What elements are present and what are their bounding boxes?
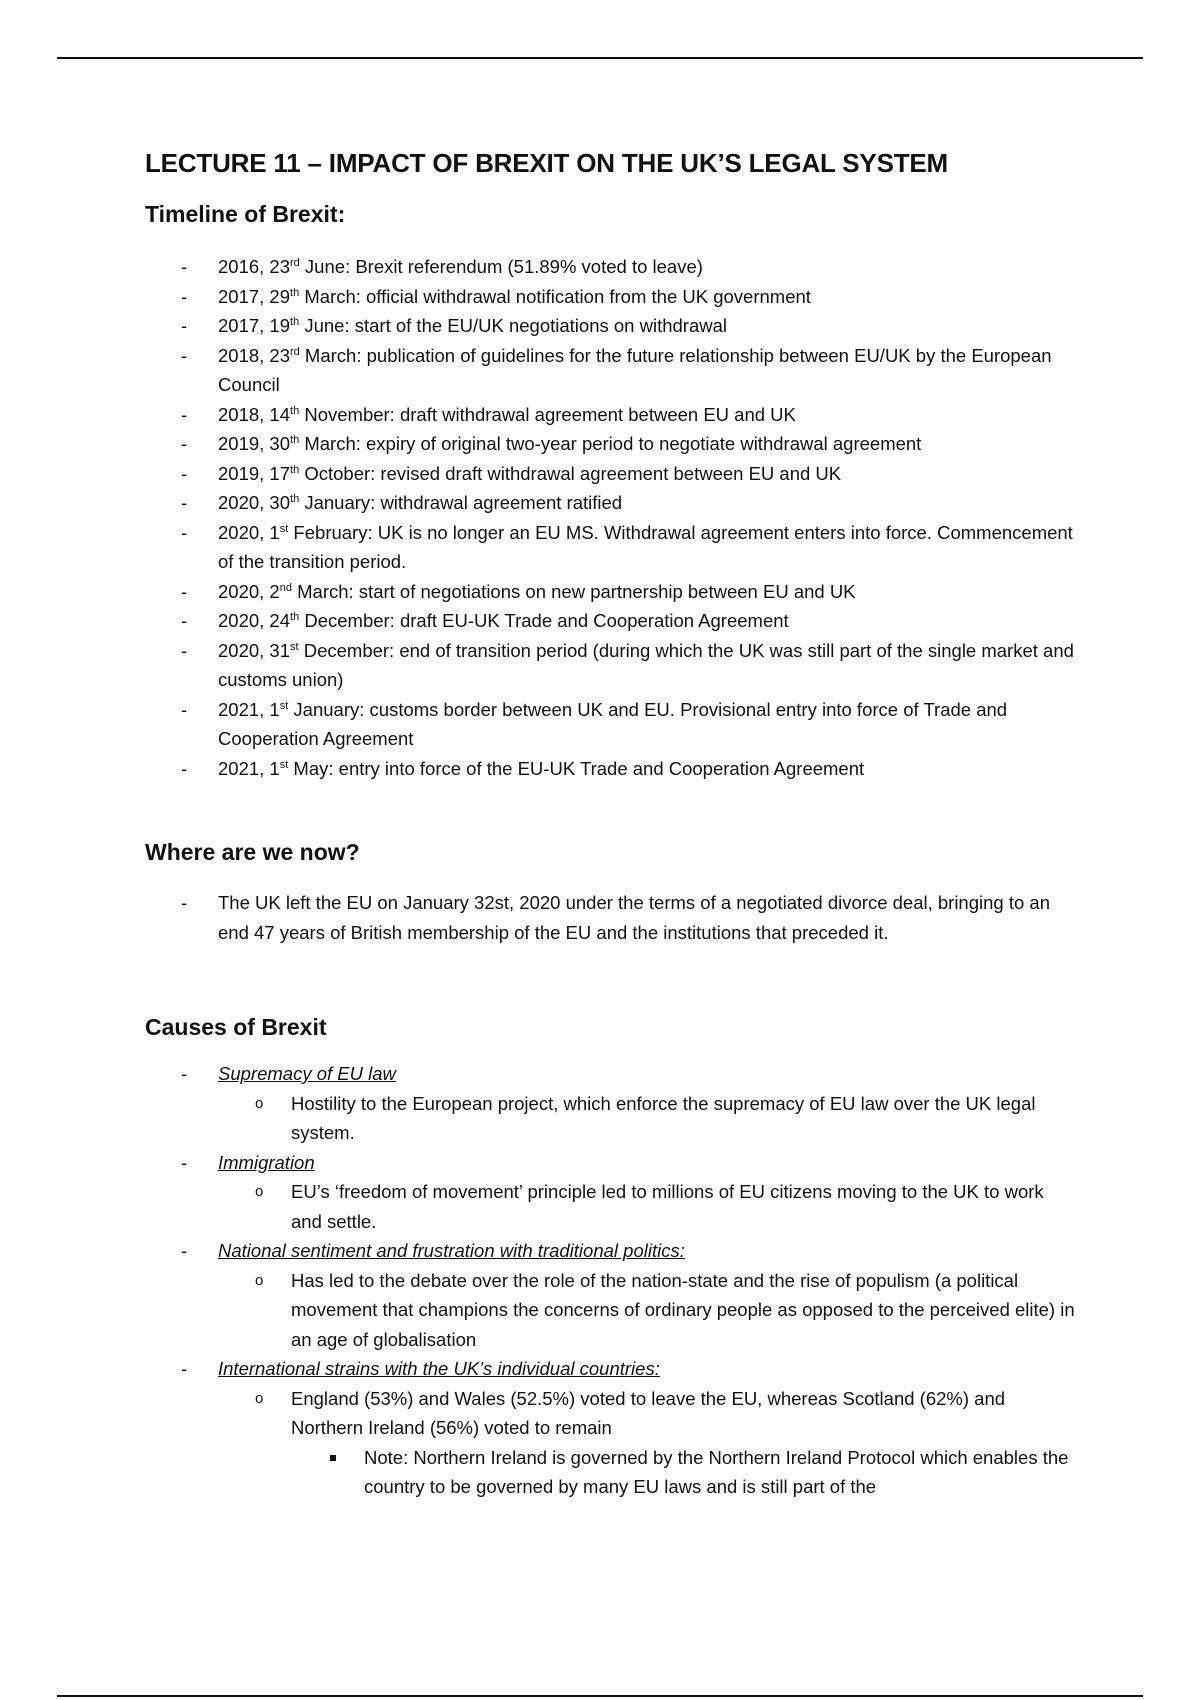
cause-note: Note: Northern Ireland is governed by the Northern Ireland Protocol which enables the country to be governed by many EU laws and is still part of the — [145, 1443, 1075, 1502]
cause-item — [145, 1354, 1075, 1502]
page-title: LECTURE 11 – IMPACT OF BREXIT ON THE UK’S LEGAL SYSTEM — [145, 148, 948, 178]
cause-topic: National sentiment and frustration with traditional politics: — [218, 1240, 685, 1261]
timeline-item: - 2021, 1st May: entry into force of the EU-UK Trade and Cooperation Agreement — [145, 754, 1075, 784]
timeline-item: - 2017, 29th March: official withdrawal notification from the UK government — [145, 282, 1075, 312]
timeline-item: - 2019, 30th March: expiry of original two-year period to negotiate withdrawal agreement — [145, 429, 1075, 459]
causes-list — [145, 1059, 1075, 1502]
cause-points — [218, 1177, 1075, 1236]
cause-points — [218, 1266, 1075, 1355]
cause-subpoints — [291, 1443, 1075, 1502]
cause-point: o Has led to the debate over the role of the nation-state and the rise of populism (a political movement that champions the concerns of ordinary people as opposed to the perceived elite) in an age of globalisation — [145, 1266, 1075, 1355]
cause-item — [145, 1148, 1075, 1237]
timeline-item: - 2020, 30th January: withdrawal agreement ratified — [145, 488, 1075, 518]
timeline-heading: Timeline of Brexit: — [145, 201, 346, 227]
timeline-item: - 2016, 23rd June: Brexit referendum (51.89% voted to leave) — [145, 252, 1075, 282]
timeline-item: - 2017, 19th June: start of the EU/UK negotiations on withdrawal — [145, 311, 1075, 341]
cause-item — [145, 1236, 1075, 1354]
cause-point: o England (53%) and Wales (52.5%) voted to leave the EU, whereas Scotland (62%) and Northern Ireland (56%) voted to remain Note: Northern Ireland is governed by the Northern Ireland Protocol which enables the country to be governed by many EU laws and is still part of the — [145, 1384, 1075, 1502]
timeline-item: - 2018, 14th November: draft withdrawal agreement between EU and UK — [145, 400, 1075, 430]
timeline-section — [145, 201, 1075, 783]
header-rule — [57, 57, 1143, 59]
cause-point: o EU’s ‘freedom of movement’ principle led to millions of EU citizens moving to the UK to work and settle. — [145, 1177, 1075, 1236]
timeline-item: - 2020, 2nd March: start of negotiations on new partnership between EU and UK — [145, 577, 1075, 607]
causes-heading: Causes of Brexit — [145, 1014, 327, 1040]
where-now-section — [145, 839, 1075, 947]
causes-section — [145, 1014, 1075, 1502]
cause-point: o Hostility to the European project, which enforce the supremacy of EU law over the UK legal system. — [145, 1089, 1075, 1148]
cause-topic: Supremacy of EU law — [218, 1063, 396, 1084]
timeline-item: - 2019, 17th October: revised draft withdrawal agreement between EU and UK — [145, 459, 1075, 489]
timeline-item: - 2020, 24th December: draft EU-UK Trade and Cooperation Agreement — [145, 606, 1075, 636]
cause-topic: International strains with the UK’s individual countries: — [218, 1358, 660, 1379]
timeline-item: - 2020, 31st December: end of transition period (during which the UK was still part of the single market and customs union) — [145, 636, 1075, 695]
where-now-list — [145, 888, 1075, 947]
footer-rule — [57, 1695, 1143, 1697]
cause-points — [218, 1384, 1075, 1502]
timeline-item: - 2018, 23rd March: publication of guidelines for the future relationship between EU/UK by the European Council — [145, 341, 1075, 400]
cause-points — [218, 1089, 1075, 1148]
cause-item — [145, 1059, 1075, 1148]
timeline-item: - 2020, 1st February: UK is no longer an EU MS. Withdrawal agreement enters into force. Commencement of the transition period. — [145, 518, 1075, 577]
list-item: - The UK left the EU on January 32st, 2020 under the terms of a negotiated divorce deal, bringing to an end 47 years of British membership of the EU and the institutions that preceded it. — [145, 888, 1075, 947]
where-now-heading: Where are we now? — [145, 839, 360, 865]
document-body — [145, 148, 1075, 1502]
timeline-item: - 2021, 1st January: customs border between UK and EU. Provisional entry into force of Trade and Cooperation Agreement — [145, 695, 1075, 754]
cause-topic: Immigration — [218, 1151, 315, 1173]
timeline-list — [145, 252, 1075, 783]
